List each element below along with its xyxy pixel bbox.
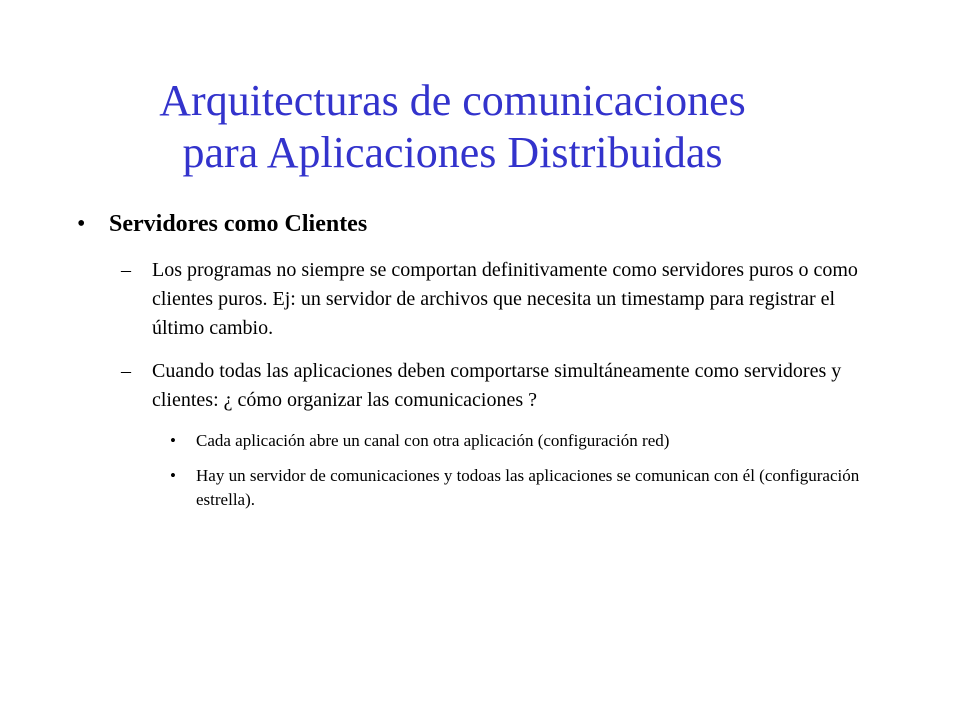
list-item [0,256,872,343]
list-item-text: Los programas no siempre se comportan definitivamente como servidores puros o como clientes puros. Ej: un servidor de archivos que necesita un timestamp para registrar el último cambio. [152,259,858,339]
bullet-icon: • [170,431,176,450]
bullet-icon: • [77,211,86,237]
slide-title [0,75,905,179]
sub-list-item [0,464,876,512]
sub-list-item [0,429,876,453]
sub-list-item-text: Cada aplicación abre un canal con otra aplicación (configuración red) [196,431,670,450]
bullet-icon: • [170,466,176,485]
dash-icon: – [121,360,131,382]
title-line-2: para Aplicaciones Distribuidas [182,128,723,177]
title-line-1: Arquitecturas de comunicaciones [159,76,746,125]
list-item [0,357,872,415]
slide-content [0,208,960,523]
heading-text: Servidores como Clientes [109,211,368,237]
list-item-text: Cuando todas las aplicaciones deben comportarse simultáneamente como servidores y clientes: ¿ cómo organizar las comunicaciones ? [152,360,842,411]
heading-bullet-item [0,208,960,240]
sub-list-item-text: Hay un servidor de comunicaciones y todoas las aplicaciones se comunican con él (configuración estrella). [196,466,860,509]
dash-icon: – [121,259,131,281]
